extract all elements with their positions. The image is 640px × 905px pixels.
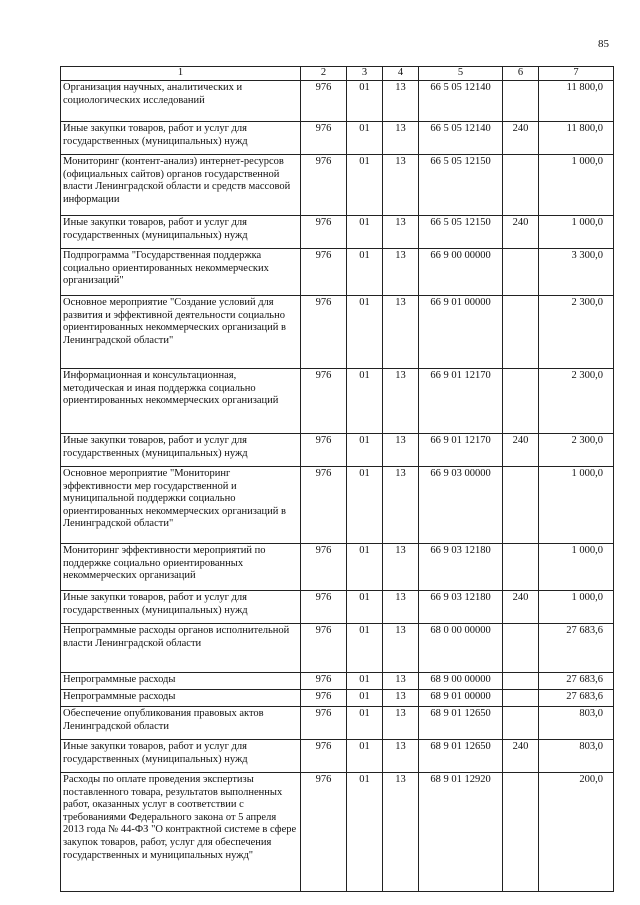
row-code-expense-type [503, 155, 539, 216]
row-code-expense-type: 240 [503, 434, 539, 467]
row-amount: 2 300,0 [539, 369, 614, 434]
row-description: Непрограммные расходы [61, 673, 301, 690]
row-amount: 11 800,0 [539, 81, 614, 122]
row-amount: 27 683,6 [539, 690, 614, 707]
row-description: Иные закупки товаров, работ и услуг для государственных (муниципальных) нужд [61, 740, 301, 773]
column-header-7: 7 [539, 67, 614, 81]
table-row [61, 707, 614, 740]
table-row [61, 740, 614, 773]
row-amount: 1 000,0 [539, 544, 614, 591]
row-code-ministry: 976 [301, 690, 347, 707]
row-code-section: 01 [347, 690, 383, 707]
row-description: Расходы по оплате проведения экспертизы поставленного товара, результатов выполненных работ, оказанных услуг в соответствии с требованиями Федерального закона от 5 апреля 2013 года № 44-ФЗ "О контрактной системе в сфере закупок товаров, работ, услуг для обеспечения государственных и муниципальных нужд" [61, 773, 301, 892]
row-description: Мониторинг эффективности мероприятий по поддержке социально ориентированных некоммерческих организаций [61, 544, 301, 591]
row-code-subsection: 13 [383, 690, 419, 707]
row-code-section: 01 [347, 467, 383, 544]
table-row [61, 544, 614, 591]
row-description: Иные закупки товаров, работ и услуг для государственных (муниципальных) нужд [61, 122, 301, 155]
table-row [61, 673, 614, 690]
table-row [61, 467, 614, 544]
row-amount: 27 683,6 [539, 624, 614, 673]
row-code-target: 68 9 01 12920 [419, 773, 503, 892]
row-code-subsection: 13 [383, 296, 419, 369]
row-code-section: 01 [347, 216, 383, 249]
row-code-ministry: 976 [301, 434, 347, 467]
row-code-ministry: 976 [301, 122, 347, 155]
column-header-5: 5 [419, 67, 503, 81]
row-code-target: 68 9 01 00000 [419, 690, 503, 707]
row-code-ministry: 976 [301, 544, 347, 591]
row-code-subsection: 13 [383, 81, 419, 122]
table-row [61, 690, 614, 707]
row-code-ministry: 976 [301, 673, 347, 690]
row-code-subsection: 13 [383, 216, 419, 249]
row-code-ministry: 976 [301, 249, 347, 296]
row-description: Непрограммные расходы органов исполнительной власти Ленинградской области [61, 624, 301, 673]
table-header-row [61, 67, 614, 81]
row-description: Мониторинг (контент-анализ) интернет-ресурсов (официальных сайтов) органов государственной власти Ленинградской области и средств массовой информации [61, 155, 301, 216]
row-code-section: 01 [347, 296, 383, 369]
row-code-expense-type: 240 [503, 216, 539, 249]
row-amount: 1 000,0 [539, 467, 614, 544]
row-description: Организация научных, аналитических и социологических исследований [61, 81, 301, 122]
row-code-expense-type [503, 673, 539, 690]
row-code-section: 01 [347, 249, 383, 296]
row-code-target: 66 9 03 12180 [419, 591, 503, 624]
row-code-subsection: 13 [383, 740, 419, 773]
row-code-subsection: 13 [383, 591, 419, 624]
table-row [61, 624, 614, 673]
row-code-target: 66 5 05 12140 [419, 81, 503, 122]
row-code-target: 66 9 01 00000 [419, 296, 503, 369]
row-amount: 803,0 [539, 740, 614, 773]
table-row [61, 434, 614, 467]
table-row [61, 155, 614, 216]
row-amount: 1 000,0 [539, 216, 614, 249]
row-code-ministry: 976 [301, 624, 347, 673]
row-code-section: 01 [347, 434, 383, 467]
column-header-6: 6 [503, 67, 539, 81]
row-amount: 803,0 [539, 707, 614, 740]
row-code-expense-type [503, 773, 539, 892]
row-code-expense-type [503, 707, 539, 740]
row-description: Основное мероприятие "Мониторинг эффективности мер государственной и муниципальной поддержки социально ориентированных некоммерческих организаций в Ленинградской области" [61, 467, 301, 544]
row-code-section: 01 [347, 591, 383, 624]
row-code-ministry: 976 [301, 740, 347, 773]
table-row [61, 81, 614, 122]
row-amount: 200,0 [539, 773, 614, 892]
row-code-expense-type [503, 369, 539, 434]
row-code-target: 66 9 03 00000 [419, 467, 503, 544]
row-amount: 1 000,0 [539, 591, 614, 624]
row-code-subsection: 13 [383, 544, 419, 591]
row-code-section: 01 [347, 155, 383, 216]
column-header-2: 2 [301, 67, 347, 81]
row-code-ministry: 976 [301, 216, 347, 249]
row-code-section: 01 [347, 369, 383, 434]
column-header-3: 3 [347, 67, 383, 81]
row-code-expense-type [503, 690, 539, 707]
row-code-ministry: 976 [301, 773, 347, 892]
row-code-ministry: 976 [301, 467, 347, 544]
row-code-ministry: 976 [301, 81, 347, 122]
row-code-subsection: 13 [383, 434, 419, 467]
row-code-target: 68 9 01 12650 [419, 707, 503, 740]
table-row [61, 369, 614, 434]
row-description: Иные закупки товаров, работ и услуг для государственных (муниципальных) нужд [61, 434, 301, 467]
table-row [61, 216, 614, 249]
row-code-section: 01 [347, 122, 383, 155]
row-description: Иные закупки товаров, работ и услуг для государственных (муниципальных) нужд [61, 591, 301, 624]
row-code-target: 66 5 05 12150 [419, 155, 503, 216]
row-amount: 11 800,0 [539, 122, 614, 155]
row-code-expense-type: 240 [503, 591, 539, 624]
table-row [61, 773, 614, 892]
row-code-subsection: 13 [383, 624, 419, 673]
column-header-4: 4 [383, 67, 419, 81]
row-code-section: 01 [347, 544, 383, 591]
row-code-expense-type [503, 544, 539, 591]
row-code-section: 01 [347, 740, 383, 773]
row-code-ministry: 976 [301, 296, 347, 369]
row-code-target: 68 9 00 00000 [419, 673, 503, 690]
table-row [61, 249, 614, 296]
table-row [61, 296, 614, 369]
row-amount: 1 000,0 [539, 155, 614, 216]
table-body [61, 81, 614, 892]
row-code-expense-type [503, 624, 539, 673]
row-code-target: 66 9 00 00000 [419, 249, 503, 296]
row-code-target: 66 5 05 12150 [419, 216, 503, 249]
row-code-expense-type [503, 296, 539, 369]
row-code-expense-type [503, 467, 539, 544]
budget-table [60, 66, 614, 892]
row-description: Иные закупки товаров, работ и услуг для государственных (муниципальных) нужд [61, 216, 301, 249]
row-description: Непрограммные расходы [61, 690, 301, 707]
row-amount: 27 683,6 [539, 673, 614, 690]
row-code-target: 66 9 03 12180 [419, 544, 503, 591]
row-code-ministry: 976 [301, 591, 347, 624]
table-row [61, 591, 614, 624]
row-code-ministry: 976 [301, 369, 347, 434]
row-code-section: 01 [347, 81, 383, 122]
row-code-expense-type: 240 [503, 740, 539, 773]
row-description: Подпрограмма "Государственная поддержка социально ориентированных некоммерческих организаций" [61, 249, 301, 296]
row-code-section: 01 [347, 673, 383, 690]
row-code-ministry: 976 [301, 155, 347, 216]
row-code-section: 01 [347, 624, 383, 673]
page-number: 85 [598, 38, 609, 50]
row-description: Обеспечение опубликования правовых актов Ленинградской области [61, 707, 301, 740]
row-code-expense-type [503, 249, 539, 296]
row-description: Основное мероприятие "Создание условий для развития и эффективной деятельности социально ориентированных некоммерческих организаций в Ленинградской области" [61, 296, 301, 369]
row-amount: 2 300,0 [539, 434, 614, 467]
row-code-subsection: 13 [383, 122, 419, 155]
row-code-subsection: 13 [383, 467, 419, 544]
row-code-ministry: 976 [301, 707, 347, 740]
row-code-subsection: 13 [383, 369, 419, 434]
row-description: Информационная и консультационная, методическая и иная поддержка социально ориентированных некоммерческих организаций [61, 369, 301, 434]
row-code-subsection: 13 [383, 155, 419, 216]
row-code-expense-type [503, 81, 539, 122]
row-amount: 2 300,0 [539, 296, 614, 369]
column-header-1: 1 [61, 67, 301, 81]
row-code-target: 66 5 05 12140 [419, 122, 503, 155]
row-code-expense-type: 240 [503, 122, 539, 155]
row-code-subsection: 13 [383, 249, 419, 296]
row-code-target: 68 0 00 00000 [419, 624, 503, 673]
row-code-subsection: 13 [383, 707, 419, 740]
row-code-target: 66 9 01 12170 [419, 369, 503, 434]
row-code-target: 66 9 01 12170 [419, 434, 503, 467]
row-code-subsection: 13 [383, 673, 419, 690]
row-code-target: 68 9 01 12650 [419, 740, 503, 773]
row-code-subsection: 13 [383, 773, 419, 892]
row-amount: 3 300,0 [539, 249, 614, 296]
row-code-section: 01 [347, 707, 383, 740]
table-row [61, 122, 614, 155]
row-code-section: 01 [347, 773, 383, 892]
